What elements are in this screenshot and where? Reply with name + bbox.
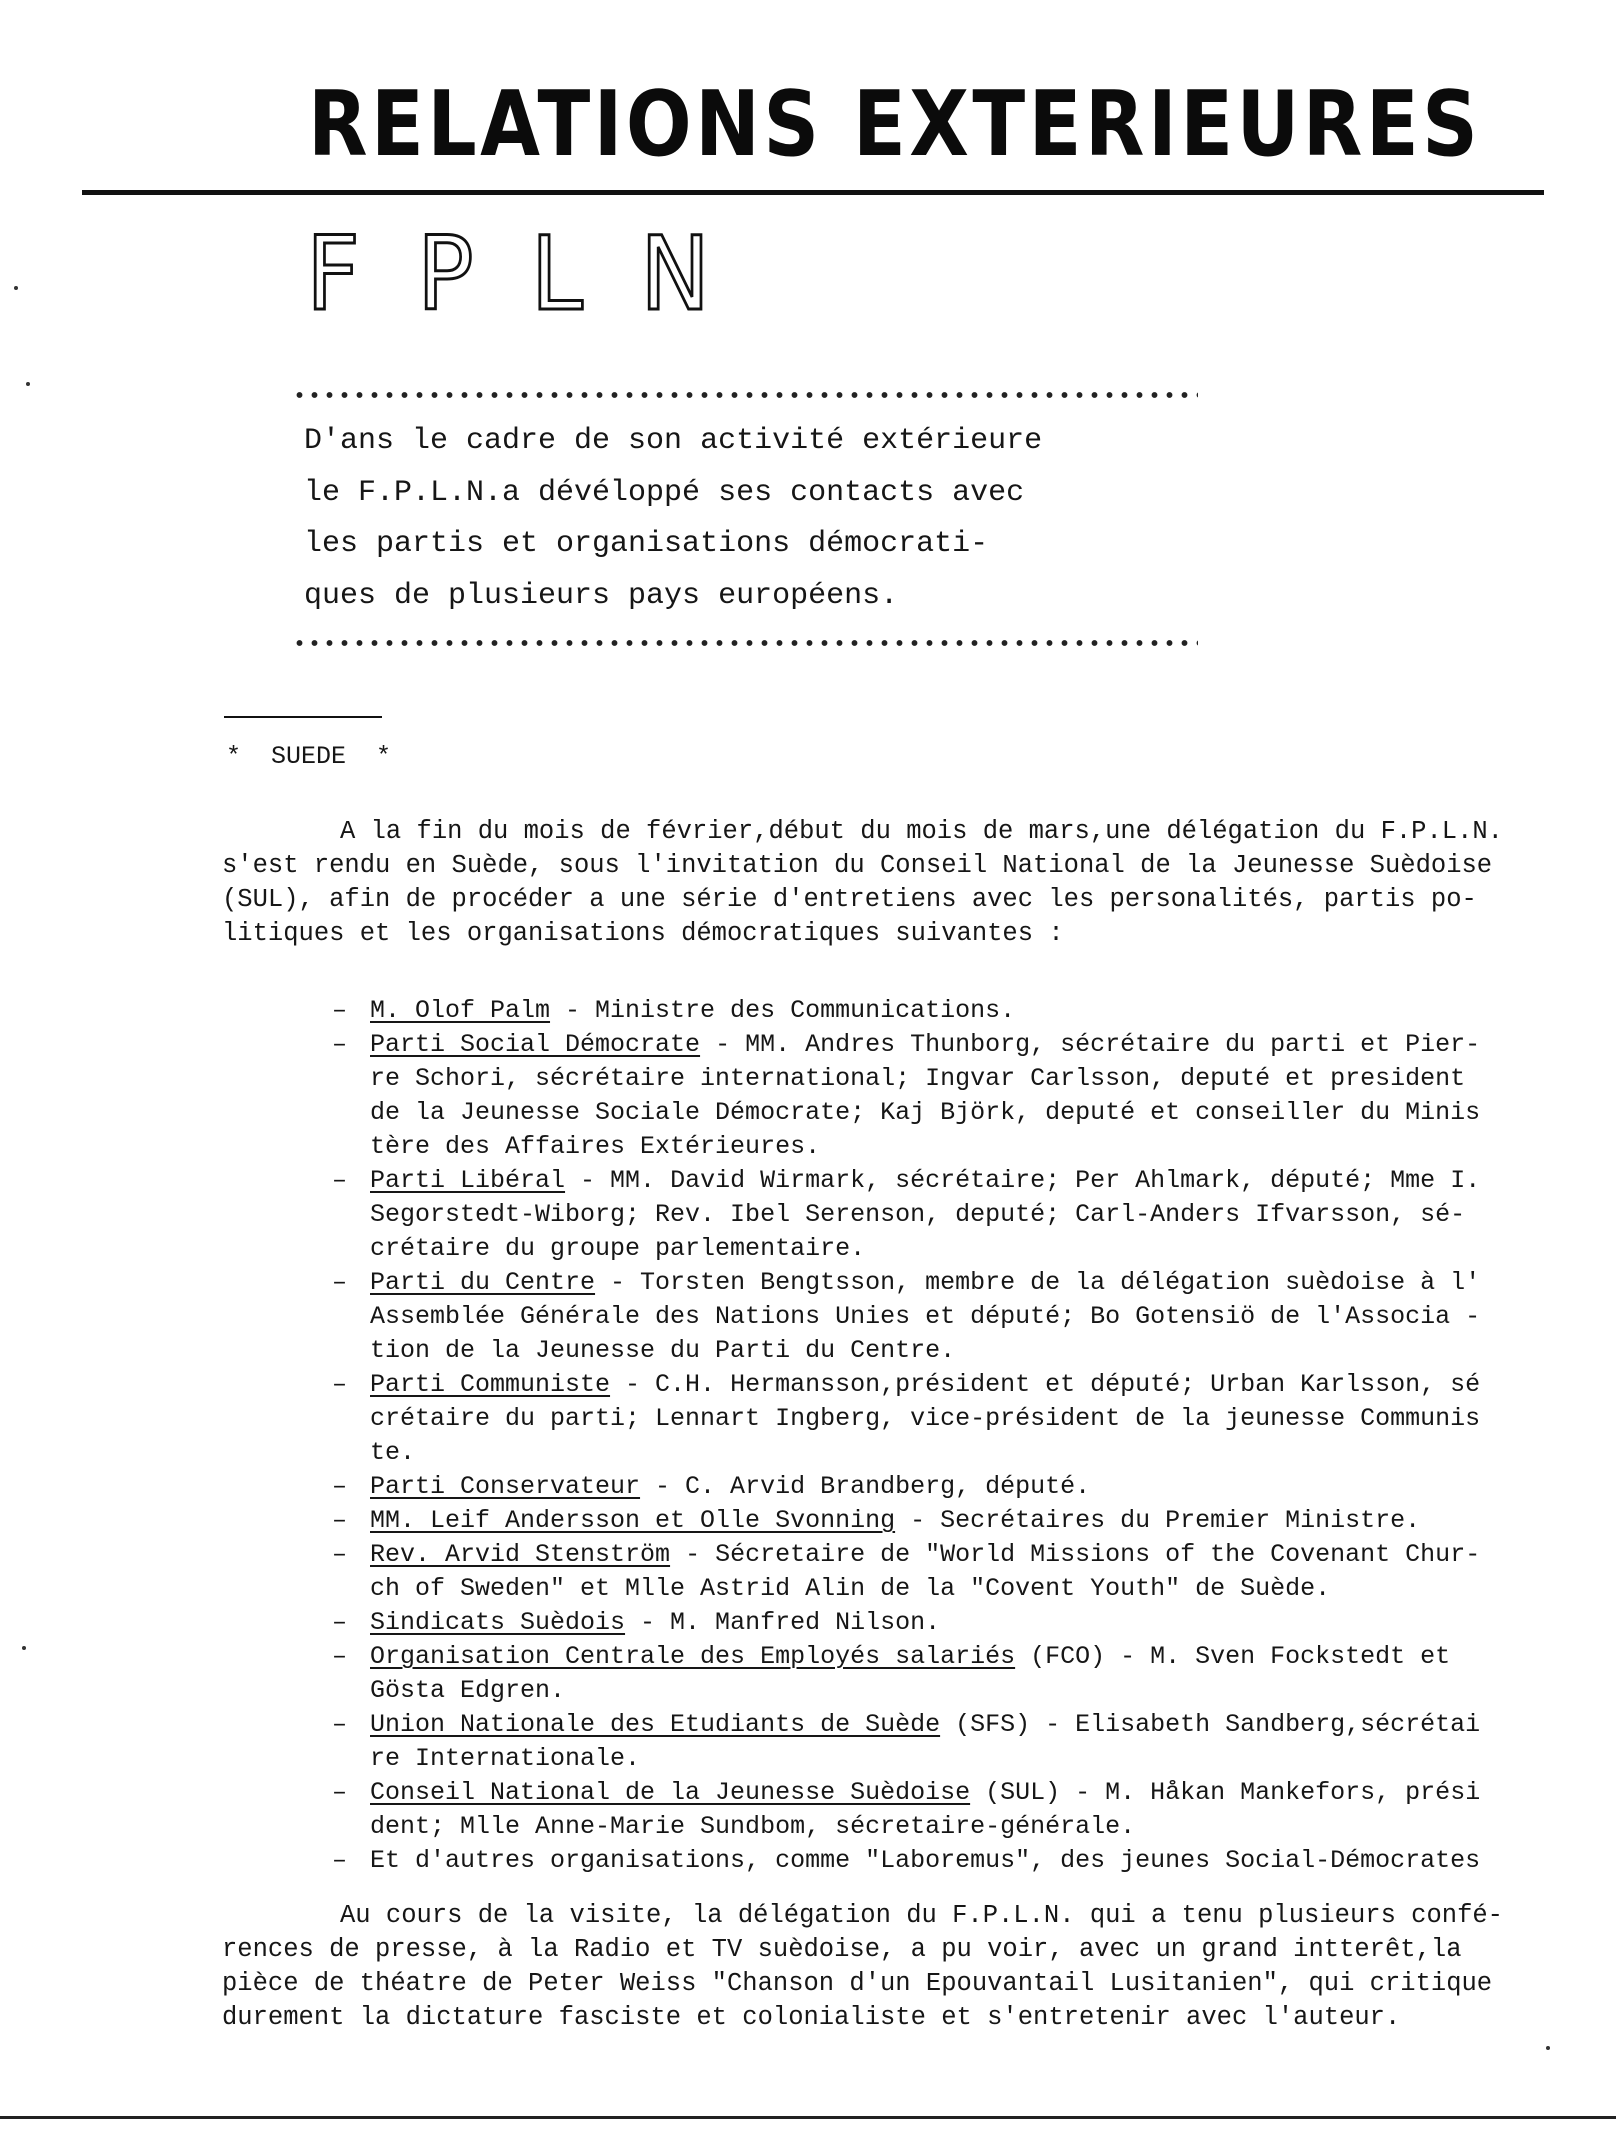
paragraph-line: A la fin du mois de février,début du mois de mars,une délégation du F.P.L.N. — [340, 817, 1503, 846]
list-item-line: tion de la Jeunesse du Parti du Centre. — [370, 1336, 956, 1365]
paragraph-line: (SUL), afin de procéder a une série d'entretiens avec les personalités, partis po- — [222, 885, 1477, 914]
list-item-line: crétaire du parti; Lennart Ingberg, vice-président de la jeunesse Communis — [370, 1404, 1481, 1433]
list-item — [332, 1538, 1528, 1606]
page-title: RELATIONS EXTERIEURES — [308, 72, 1482, 177]
list-item-line: Gösta Edgren. — [370, 1676, 566, 1705]
list-item-line: – Et d'autres organisations, comme "Laboremus", des jeunes Social-Démocrates — [370, 1846, 1481, 1875]
organization-name: Parti Social Démocrate — [370, 1030, 701, 1059]
footer-rule — [0, 2116, 1616, 2119]
list-item-line: – Parti Social Démocrate - MM. Andres Thunborg, sécrétaire du parti et Pier- — [370, 1030, 1481, 1059]
list-item-line: – Parti Conservateur - C. Arvid Brandberg, député. — [370, 1472, 1091, 1501]
list-item — [332, 1368, 1528, 1470]
list-item-line: dent; Mlle Anne-Marie Sundbom, sécretaire-générale. — [370, 1812, 1136, 1841]
organization-name: Conseil National de la Jeunesse Suèdoise — [370, 1778, 971, 1807]
list-item — [332, 1844, 1528, 1878]
organization-name: Parti Communiste — [370, 1370, 611, 1399]
list-item — [332, 1164, 1528, 1266]
dotted-divider-top — [292, 392, 1198, 398]
organization-name: Sindicats Suèdois — [370, 1608, 626, 1637]
section-rule — [224, 716, 382, 718]
paragraph-line: pièce de théatre de Peter Weiss "Chanson d'un Epouvantail Lusitanien", qui critique — [222, 1969, 1493, 1998]
paragraph-visit — [222, 1899, 1524, 2035]
organization-name: Union Nationale des Etudiants de Suède — [370, 1710, 941, 1739]
scan-speck — [1546, 2046, 1550, 2050]
organization-name: Rev. Arvid Stenström — [370, 1540, 671, 1569]
list-item-line: – Organisation Centrale des Employés salariés (FCO) - M. Sven Fockstedt et — [370, 1642, 1451, 1671]
list-item-line: – Conseil National de la Jeunesse Suèdoise (SUL) - M. Håkan Mankefors, prési — [370, 1778, 1481, 1807]
list-item — [332, 1708, 1528, 1776]
list-item-line: – M. Olof Palm - Ministre des Communications. — [370, 996, 1016, 1025]
list-item-line: Assemblée Générale des Nations Unies et député; Bo Gotensiö de l'Associa - — [370, 1302, 1481, 1331]
list-item — [332, 1266, 1528, 1368]
organization-name: Parti Libéral — [370, 1166, 566, 1195]
paragraph-intro — [222, 815, 1524, 951]
list-item-line: – Parti du Centre - Torsten Bengtsson, membre de la délégation suèdoise à l' — [370, 1268, 1481, 1297]
header-rule — [82, 190, 1544, 195]
organization-name: Organisation Centrale des Employés salariés — [370, 1642, 1016, 1671]
list-item-line: re Schori, sécrétaire international; Ingvar Carlsson, deputé et president — [370, 1064, 1466, 1093]
list-item-line: ch of Sweden" et Mlle Astrid Alin de la "Covent Youth" de Suède. — [370, 1574, 1331, 1603]
list-item — [332, 1776, 1528, 1844]
intro-line: ques de plusieurs pays européens. — [304, 578, 899, 613]
organization-name: Parti du Centre — [370, 1268, 596, 1297]
list-item — [332, 1028, 1528, 1164]
paragraph-line: s'est rendu en Suède, sous l'invitation du Conseil National de la Jeunesse Suèdoise — [222, 851, 1493, 880]
intro-line: D'ans le cadre de son activité extérieure — [304, 424, 1043, 458]
scan-speck — [26, 382, 30, 386]
paragraph-line: Au cours de la visite, la délégation du F.P.L.N. qui a tenu plusieurs confé- — [340, 1901, 1503, 1930]
list-item-line: – MM. Leif Andersson et Olle Svonning - Secrétaires du Premier Ministre. — [370, 1506, 1421, 1535]
scan-speck — [14, 286, 18, 290]
list-item — [332, 994, 1528, 1028]
organization-name: M. Olof Palm — [370, 996, 551, 1025]
fpln-logo: FPLN — [306, 215, 768, 334]
list-item-line: te. — [370, 1438, 416, 1467]
scan-speck — [22, 1646, 26, 1650]
list-item-line: tère des Affaires Extérieures. — [370, 1132, 821, 1161]
dotted-divider-bottom — [292, 640, 1198, 646]
list-item — [332, 1504, 1528, 1538]
paragraph-line: litiques et les organisations démocratiques suivantes : — [222, 919, 1064, 948]
list-item-line: – Sindicats Suèdois - M. Manfred Nilson. — [370, 1608, 941, 1637]
intro-box — [304, 416, 1144, 622]
list-item-line: – Parti Libéral - MM. David Wirmark, sécrétaire; Per Ahlmark, député; Mme I. — [370, 1166, 1481, 1195]
list-item — [332, 1640, 1528, 1708]
list-item-line: Segorstedt-Wiborg; Rev. Ibel Serenson, deputé; Carl-Anders Ifvarsson, sé- — [370, 1200, 1466, 1229]
list-item-line: de la Jeunesse Sociale Démocrate; Kaj Björk, deputé et conseiller du Minis — [370, 1098, 1481, 1127]
section-heading-suede: * SUEDE * — [226, 742, 392, 771]
paragraph-line: rences de presse, à la Radio et TV suèdoise, a pu voir, avec un grand intterêt,la — [222, 1935, 1462, 1964]
list-item-line: re Internationale. — [370, 1744, 641, 1773]
intro-line: les partis et organisations démocrati- — [304, 527, 989, 561]
list-item — [332, 1470, 1528, 1504]
list-item-line: crétaire du groupe parlementaire. — [370, 1234, 866, 1263]
list-item-line: – Rev. Arvid Stenström - Sécretaire de "World Missions of the Covenant Chur- — [370, 1540, 1481, 1569]
list-item-line: – Parti Communiste - C.H. Hermansson,président et député; Urban Karlsson, sé — [370, 1370, 1481, 1399]
contacts-list — [332, 994, 1528, 1878]
paragraph-line: durement la dictature fasciste et colonialiste et s'entretenir avec l'auteur. — [222, 2003, 1401, 2032]
list-item-line: – Union Nationale des Etudiants de Suède (SFS) - Elisabeth Sandberg,sécrétai — [370, 1710, 1481, 1739]
organization-name: Parti Conservateur — [370, 1472, 641, 1501]
list-item — [332, 1606, 1528, 1640]
organization-name: MM. Leif Andersson et Olle Svonning — [370, 1506, 896, 1535]
intro-line: le F.P.L.N.a dévéloppé ses contacts avec — [304, 475, 1025, 510]
